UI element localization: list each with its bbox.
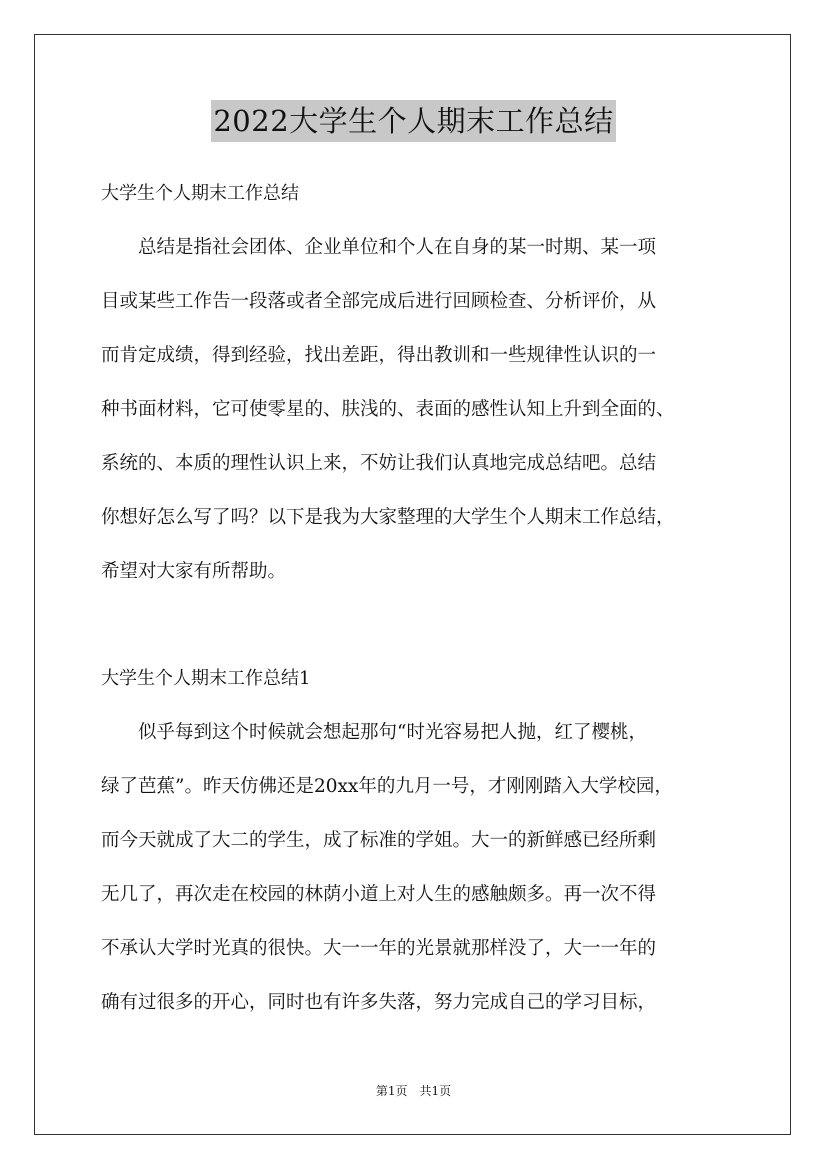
intro-line: 目或某些工作告一段落或者全部完成后进行回顾检查、分析评价，从 bbox=[101, 291, 657, 312]
intro-line: 系统的、本质的理性认识上来，不妨让我们认真地完成总结吧。总结 bbox=[101, 453, 657, 474]
document-title: 2022大学生个人期末工作总结 bbox=[211, 100, 615, 142]
intro-line: 你想好怎么写了吗？以下是我为大家整理的大学生个人期末工作总结， bbox=[101, 507, 675, 528]
body-line: 确有过很多的开心，同时也有许多失落，努力完成自己的学习目标， bbox=[101, 992, 657, 1013]
section-heading: 大学生个人期末工作总结 bbox=[101, 183, 299, 204]
body-line: 而今天就成了大二的学生，成了标准的学姐。大一的新鲜感已经所剩 bbox=[101, 830, 657, 851]
page-footer: 第1页 共1页 bbox=[375, 1084, 452, 1098]
section-heading: 大学生个人期末工作总结1 bbox=[101, 668, 311, 689]
body-line: 不承认大学时光真的很快。大一一年的光景就那样没了，大一一年的 bbox=[101, 938, 657, 959]
intro-line: 希望对大家有所帮助。 bbox=[101, 561, 287, 582]
body-line: 绿了芭蕉”。昨天仿佛还是20xx年的九月一号，才刚刚踏入大学校园， bbox=[101, 776, 673, 797]
body-line: 似乎每到这个时候就会想起那句“时光容易把人抛，红了樱桃， bbox=[101, 722, 647, 743]
intro-line: 而肯定成绩，得到经验，找出差距，得出教训和一些规律性认识的一 bbox=[101, 345, 657, 366]
intro-line: 总结是指社会团体、企业单位和个人在自身的某一时期、某一项 bbox=[101, 237, 657, 258]
title-container bbox=[0, 100, 827, 142]
intro-line: 种书面材料，它可使零星的、肤浅的、表面的感性认知上升到全面的、 bbox=[101, 399, 675, 420]
body-line: 无几了，再次走在校园的林荫小道上对人生的感触颇多。再一次不得 bbox=[101, 884, 657, 905]
